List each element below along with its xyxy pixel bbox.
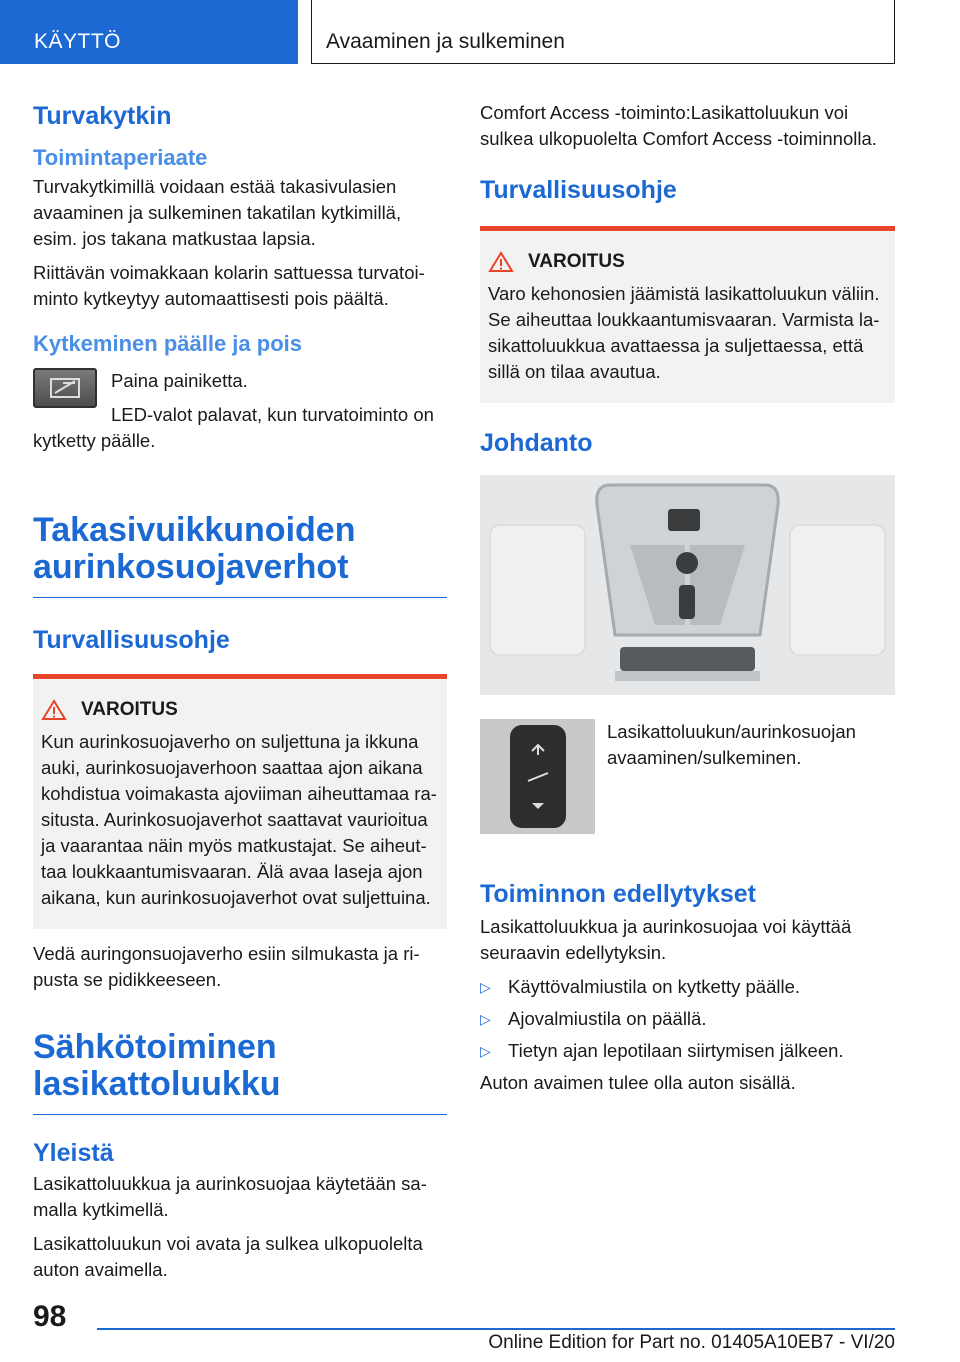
heading-turvallisuusohje: Turvallisuusohje	[33, 626, 230, 654]
warning-triangle-icon	[41, 699, 67, 721]
warning-header	[41, 699, 439, 721]
triangle-bullet-icon: ▷	[480, 1011, 491, 1027]
paragraph: Turvakytkimillä voidaan estää takasivulasien avaaminen ja sulkeminen takatilan kytkimillä, esim. jos takana matkustaa lapsia.	[33, 176, 402, 249]
paragraph: Lasikattoluukkua ja aurinkosuojaa käytetään samalla kytkimellä.	[33, 1173, 427, 1220]
footer-edition: Online Edition for Part no. 01405A10EB7 - VI/20	[488, 1332, 895, 1353]
paragraph: Auton avaimen tulee olla auton sisällä.	[480, 1072, 796, 1093]
list-item: ▷ Tietyn ajan lepotilaan siirtymisen jälkeen.	[480, 1038, 895, 1064]
heading-sahkotoiminen: Sähkötoiminen lasikattoluukku	[33, 1029, 447, 1115]
right-column	[480, 100, 895, 1104]
heading-turvallisuusohje-2: Turvallisuusohje	[480, 176, 677, 204]
left-column	[33, 100, 447, 1291]
triangle-bullet-icon: ▷	[480, 1043, 491, 1059]
warning-header	[488, 251, 887, 273]
paragraph: Lasikattoluukun voi avata ja sulkea ulkopuolelta auton avaimella.	[33, 1233, 423, 1280]
heading-kytkeminen: Kytkeminen päälle ja pois	[33, 331, 302, 356]
header-title: Avaaminen ja sulkeminen	[311, 0, 895, 64]
switch-figure	[480, 719, 895, 771]
list-item: ▷ Käyttövalmiustila on kytketty päälle.	[480, 974, 895, 1000]
page-number: 98	[33, 1300, 67, 1333]
heading-toimintaperiaate: Toimintaperiaate	[33, 145, 208, 170]
paragraph: Comfort Access -toiminto:Lasikattoluukun voi sulkea ulkopuolelta Comfort Access -toiminnolla.	[480, 102, 877, 149]
warning-triangle-icon	[488, 251, 514, 273]
heading-johdanto: Johdanto	[480, 429, 593, 457]
roof-switch-photo	[480, 719, 595, 834]
warning-box	[33, 674, 447, 929]
roof-console-photo	[480, 475, 895, 695]
paragraph: LED-valot palavat, kun turvatoiminto on kytketty päälle.	[33, 404, 434, 451]
heading-toiminnon: Toiminnon edellytykset	[480, 880, 756, 908]
window-lock-button-icon	[33, 368, 97, 408]
header-section: KÄYTTÖ	[0, 0, 298, 64]
warning-box	[480, 226, 895, 403]
paragraph: Vedä auringonsuojaverho esiin silmukasta ja ripusta se pidikkeeseen.	[33, 943, 420, 990]
heading-turvakytkin: Turvakytkin	[33, 102, 172, 130]
paragraph: Riittävän voimakkaan kolarin sattuessa turvatoiminto kytkeytyy automaattisesti pois päältä.	[33, 262, 425, 309]
list-item: ▷ Ajovalmiustila on päällä.	[480, 1006, 895, 1032]
button-instruction	[33, 368, 447, 454]
paragraph: Paina painiketta.	[111, 370, 248, 391]
heading-yleista: Yleistä	[33, 1139, 114, 1167]
footer-divider	[97, 1328, 895, 1330]
paragraph: Lasikattoluukkua ja aurinkosuojaa voi käyttää seuraavin edellytyksin.	[480, 916, 852, 963]
heading-takasivuikkunoiden: Takasivuikkunoiden aurinkosuojaverhot	[33, 512, 447, 598]
warning-text: Varo kehonosien jäämistä lasikattoluukun väliin. Se aiheuttaa loukkaantumisvaaran. Varmista lasikattoluukkua avattaessa ja suljettaessa, että sillä on tilaa avautua.	[488, 283, 880, 382]
warning-label: VAROITUS	[81, 699, 178, 720]
warning-text: Kun aurinkosuojaverho on suljettuna ja ikkuna auki, aurinkosuojaverhoon saattaa ajon aikana kohdistua voimakasta ajoviiman aiheuttamaa rasitusta. Aurinkosuojaverhot saattavat vaurioitua ja vaarantaa näin myös matkustajat. Se aiheuttaa loukkaantumisvaaran. Älä avaa laseja ajon aikana, kun aurinkosuojaverhot ovat suljettuina.	[41, 731, 437, 908]
triangle-bullet-icon: ▷	[480, 979, 491, 995]
bullet-list	[480, 974, 895, 1064]
warning-label: VAROITUS	[528, 251, 625, 272]
figure-caption: Lasikattoluukun/aurinkosuojan avaaminen/sulkeminen.	[607, 721, 856, 768]
